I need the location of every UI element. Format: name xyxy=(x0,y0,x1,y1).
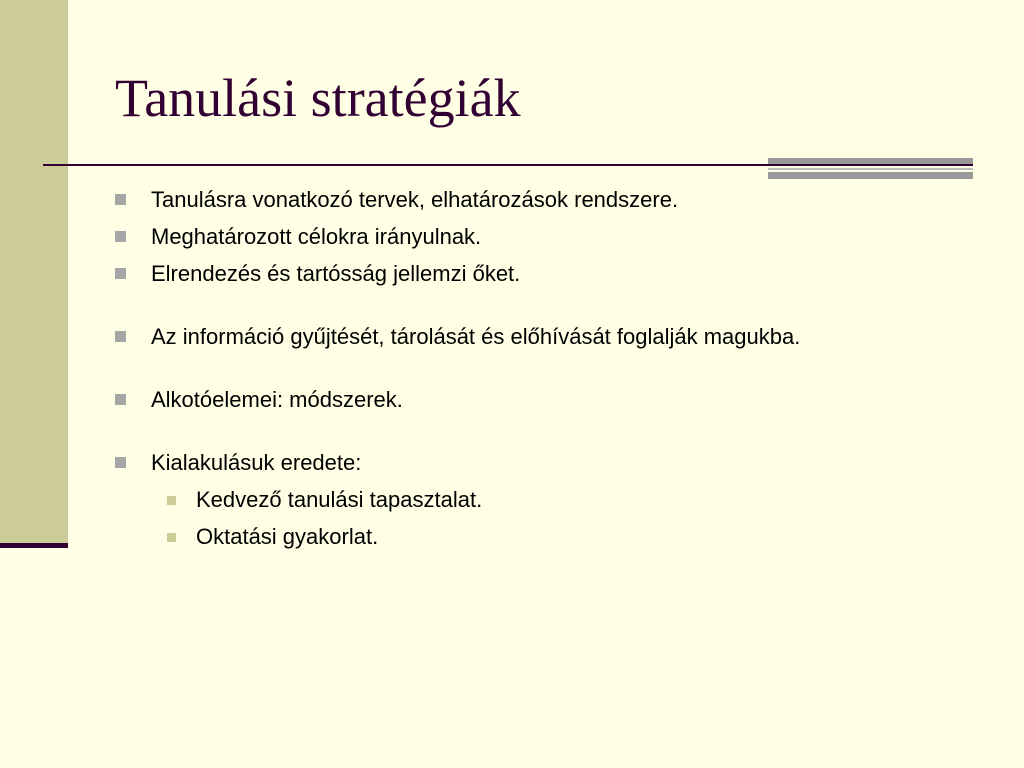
list-item xyxy=(113,447,973,478)
list-item-text: Alkotóelemei: módszerek. xyxy=(151,387,403,412)
square-bullet-icon xyxy=(115,268,126,279)
square-bullet-icon xyxy=(115,457,126,468)
list-item xyxy=(113,321,973,352)
list-item-text: Elrendezés és tartósság jellemzi őket. xyxy=(151,261,521,286)
list-item xyxy=(113,384,973,415)
square-bullet-icon xyxy=(115,331,126,342)
list-item-text: Meghatározott célokra irányulnak. xyxy=(151,224,482,249)
list-item-text: Kialakulásuk eredete: xyxy=(151,450,362,475)
square-bullet-icon xyxy=(167,496,176,505)
side-decoration-bar xyxy=(0,0,68,543)
square-bullet-icon xyxy=(115,194,126,205)
slide-body xyxy=(113,184,973,558)
sub-list-item xyxy=(113,521,973,552)
square-bullet-icon xyxy=(115,231,126,242)
divider-accent xyxy=(768,158,973,180)
sub-list-item-text: Kedvező tanulási tapasztalat. xyxy=(196,487,483,512)
square-bullet-icon xyxy=(167,533,176,542)
list-item-text: Tanulásra vonatkozó tervek, elhatározások rendszere. xyxy=(151,187,679,212)
side-decoration-line xyxy=(0,543,68,548)
list-item xyxy=(113,221,973,252)
list-item xyxy=(113,184,973,215)
list-item xyxy=(113,258,973,289)
sub-list-item-text: Oktatási gyakorlat. xyxy=(196,524,379,549)
slide-title: Tanulási stratégiák xyxy=(115,68,521,128)
list-item-text: Az információ gyűjtését, tárolását és előhívását foglalják magukba. xyxy=(151,324,801,349)
sub-list-item xyxy=(113,484,973,515)
square-bullet-icon xyxy=(115,394,126,405)
